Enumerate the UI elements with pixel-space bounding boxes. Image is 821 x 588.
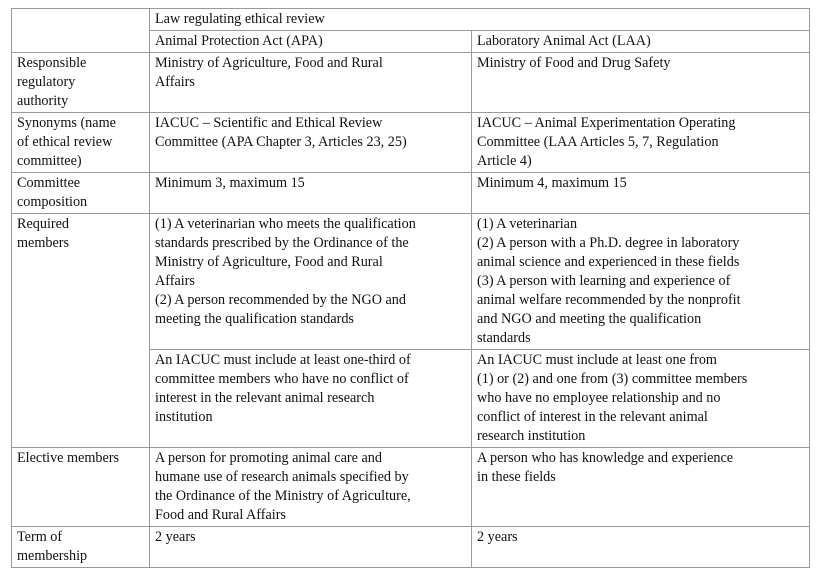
table-row-required-members — [12, 214, 810, 350]
cell-apa: An IACUC must include at least one-third of committee members who have no conflict of interest in the relevant animal research institution — [150, 350, 472, 448]
cell-laa: An IACUC must include at least one from (1) or (2) and one from (3) committee members who have no employee relationship and no conflict of interest in the relevant animal research institution — [472, 350, 810, 448]
cell-laa: A person who has knowledge and experience in these fields — [472, 448, 810, 527]
cell-apa: A person for promoting animal care and humane use of research animals specified by the Ordinance of the Ministry of Agriculture, Food and Rural Affairs — [150, 448, 472, 527]
cell-apa: (1) A veterinarian who meets the qualification standards prescribed by the Ordinance of the Ministry of Agriculture, Food and Rural Affairs (2) A person recommended by the NGO and meeting the qualification standards — [150, 214, 472, 350]
header-laa: Laboratory Animal Act (LAA) — [472, 31, 810, 53]
row-label: Required members — [12, 214, 150, 448]
header-law-label: Law regulating ethical review — [150, 9, 810, 31]
cell-apa: Minimum 3, maximum 15 — [150, 173, 472, 214]
cell-laa: 2 years — [472, 527, 810, 568]
table-row-elective-members — [12, 448, 810, 527]
cell-laa: Ministry of Food and Drug Safety — [472, 53, 810, 113]
ethical-review-comparison-table — [11, 8, 810, 568]
cell-laa: IACUC – Animal Experimentation Operating Committee (LAA Articles 5, 7, Regulation Article 4) — [472, 113, 810, 173]
row-label: Committee composition — [12, 173, 150, 214]
cell-apa: Ministry of Agriculture, Food and Rural Affairs — [150, 53, 472, 113]
table-row-committee-composition — [12, 173, 810, 214]
cell-laa: (1) A veterinarian (2) A person with a Ph.D. degree in laboratory animal science and experienced in these fields (3) A person with learning and experience of animal welfare recommended by the nonprofit and NGO and meeting the qualification standards — [472, 214, 810, 350]
cell-laa: Minimum 4, maximum 15 — [472, 173, 810, 214]
table-corner-cell — [12, 9, 150, 53]
row-label: Responsible regulatory authority — [12, 53, 150, 113]
row-label: Elective members — [12, 448, 150, 527]
cell-apa: IACUC – Scientific and Ethical Review Committee (APA Chapter 3, Articles 23, 25) — [150, 113, 472, 173]
table-row-term-of-membership — [12, 527, 810, 568]
table-row-synonyms — [12, 113, 810, 173]
row-label: Term of membership — [12, 527, 150, 568]
table-row-regulatory-authority — [12, 53, 810, 113]
table-header-row-law — [12, 9, 810, 31]
row-label: Synonyms (name of ethical review committee) — [12, 113, 150, 173]
header-apa: Animal Protection Act (APA) — [150, 31, 472, 53]
cell-apa: 2 years — [150, 527, 472, 568]
